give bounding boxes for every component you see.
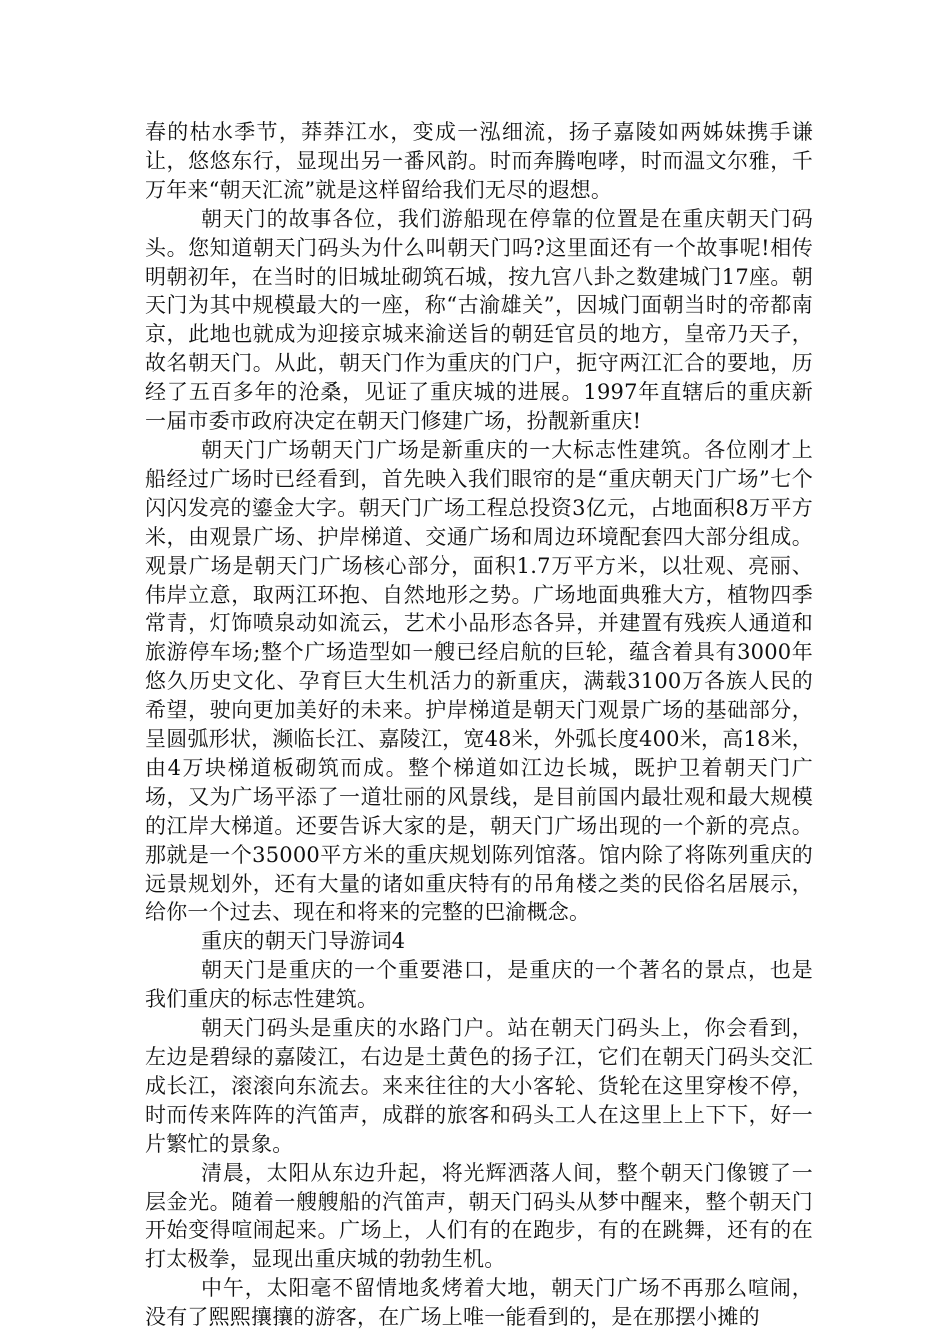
document-page bbox=[145, 118, 813, 1332]
section-heading: 重庆的朝天门导游词4 bbox=[201, 929, 406, 954]
paragraph-chaotianmen-square: 朝天门广场朝天门广场是新重庆的一大标志性建筑。各位刚才上船经过广场时已经看到，首先映入我们眼帘的是“重庆朝天门广场”七个闪闪发亮的鎏金大字。朝天门广场工程总投资3亿元，占地面积8万平方米，由观景广场、护岸梯道、交通广场和周边环境配套四大部分组成。观景广场是朝天门广场核心部分，面积1.7万平方米，以壮观、亮丽、伟岸立意，取两江环抱、自然地形之势。广场地面典雅大方，植物四季常青，灯饰喷泉动如流云，艺术小品形态各异，并建置有残疾人通道和旅游停车场;整个广场造型如一艘已经启航的巨轮，蕴含着具有3000年悠久历史文化、孕育巨大生机活力的新重庆，满载3100万各族人民的希望，驶向更加美好的未来。护岸梯道是朝天门观景广场的基础部分，呈圆弧形状，濒临长江、嘉陵江，宽48米，外弧长度400米，高18米，由4万块梯道板砌筑而成。整个梯道如江边长城，既护卫着朝天门广场，又为广场平添了一道壮丽的风景线，是目前国内最壮观和最大规模的江岸大梯道。还要告诉大家的是，朝天门广场出现的一个新的亮点。那就是一个35000平方米的重庆规划陈列馆落。馆内除了将陈列重庆的远景规划外，还有大量的诸如重庆特有的吊角楼之类的民俗名居展示，给你一个过去、现在和将来的完整的巴渝概念。 bbox=[145, 437, 813, 925]
paragraph-waterway-gateway: 朝天门码头是重庆的水路门户。站在朝天门码头上，你会看到，左边是碧绿的嘉陵江，右边是土黄色的扬子江，它们在朝天门码头交汇成长江，滚滚向东流去。来来往往的大小客轮、货轮在这里穿梭不停，时而传来阵阵的汽笛声，成群的旅客和码头工人在这里上上下下，好一片繁忙的景象。 bbox=[145, 1016, 813, 1156]
paragraph-chaotianmen-story: 朝天门的故事各位，我们游船现在停靠的位置是在重庆朝天门码头。您知道朝天门码头为什么叫朝天门吗?这里面还有一个故事呢!相传明朝初年，在当时的旧城址砌筑石城，按九宫八卦之数建城门17座。朝天门为其中规模最大的一座，称“古渝雄关”，因城门面朝当时的帝都南京，此地也就成为迎接京城来渝送旨的朝廷官员的地方，皇帝乃天子，故名朝天门。从此，朝天门作为重庆的门户，扼守两江汇合的要地，历经了五百多年的沧桑，见证了重庆城的进展。1997年直辖后的重庆新一届市委市政府决定在朝天门修建广场，扮靓新重庆! bbox=[145, 206, 813, 434]
paragraph-continuation: 春的枯水季节，莽莽江水，变成一泓细流，扬子嘉陵如两姊妹携手谦让，悠悠东行，显现出另一番风韵。时而奔腾咆哮，时而温文尔雅，千万年来“朝天汇流”就是这样留给我们无尽的遐想。 bbox=[145, 120, 813, 202]
paragraph-morning: 清晨，太阳从东边升起，将光辉洒落人间，整个朝天门像镀了一层金光。随着一艘艘船的汽笛声，朝天门码头从梦中醒来，整个朝天门开始变得喧闹起来。广场上，人们有的在跑步，有的在跳舞，还有的在打太极拳，显现出重庆城的勃勃生机。 bbox=[145, 1160, 813, 1272]
paragraph-intro: 朝天门是重庆的一个重要港口，是重庆的一个著名的景点，也是我们重庆的标志性建筑。 bbox=[145, 958, 813, 1012]
paragraph-noon: 中午，太阳毫不留情地炙烤着大地，朝天门广场不再那么喧闹，没有了熙熙攘攘的游客，在广场上唯一能看到的，是在那摆小摊的 bbox=[145, 1276, 813, 1330]
